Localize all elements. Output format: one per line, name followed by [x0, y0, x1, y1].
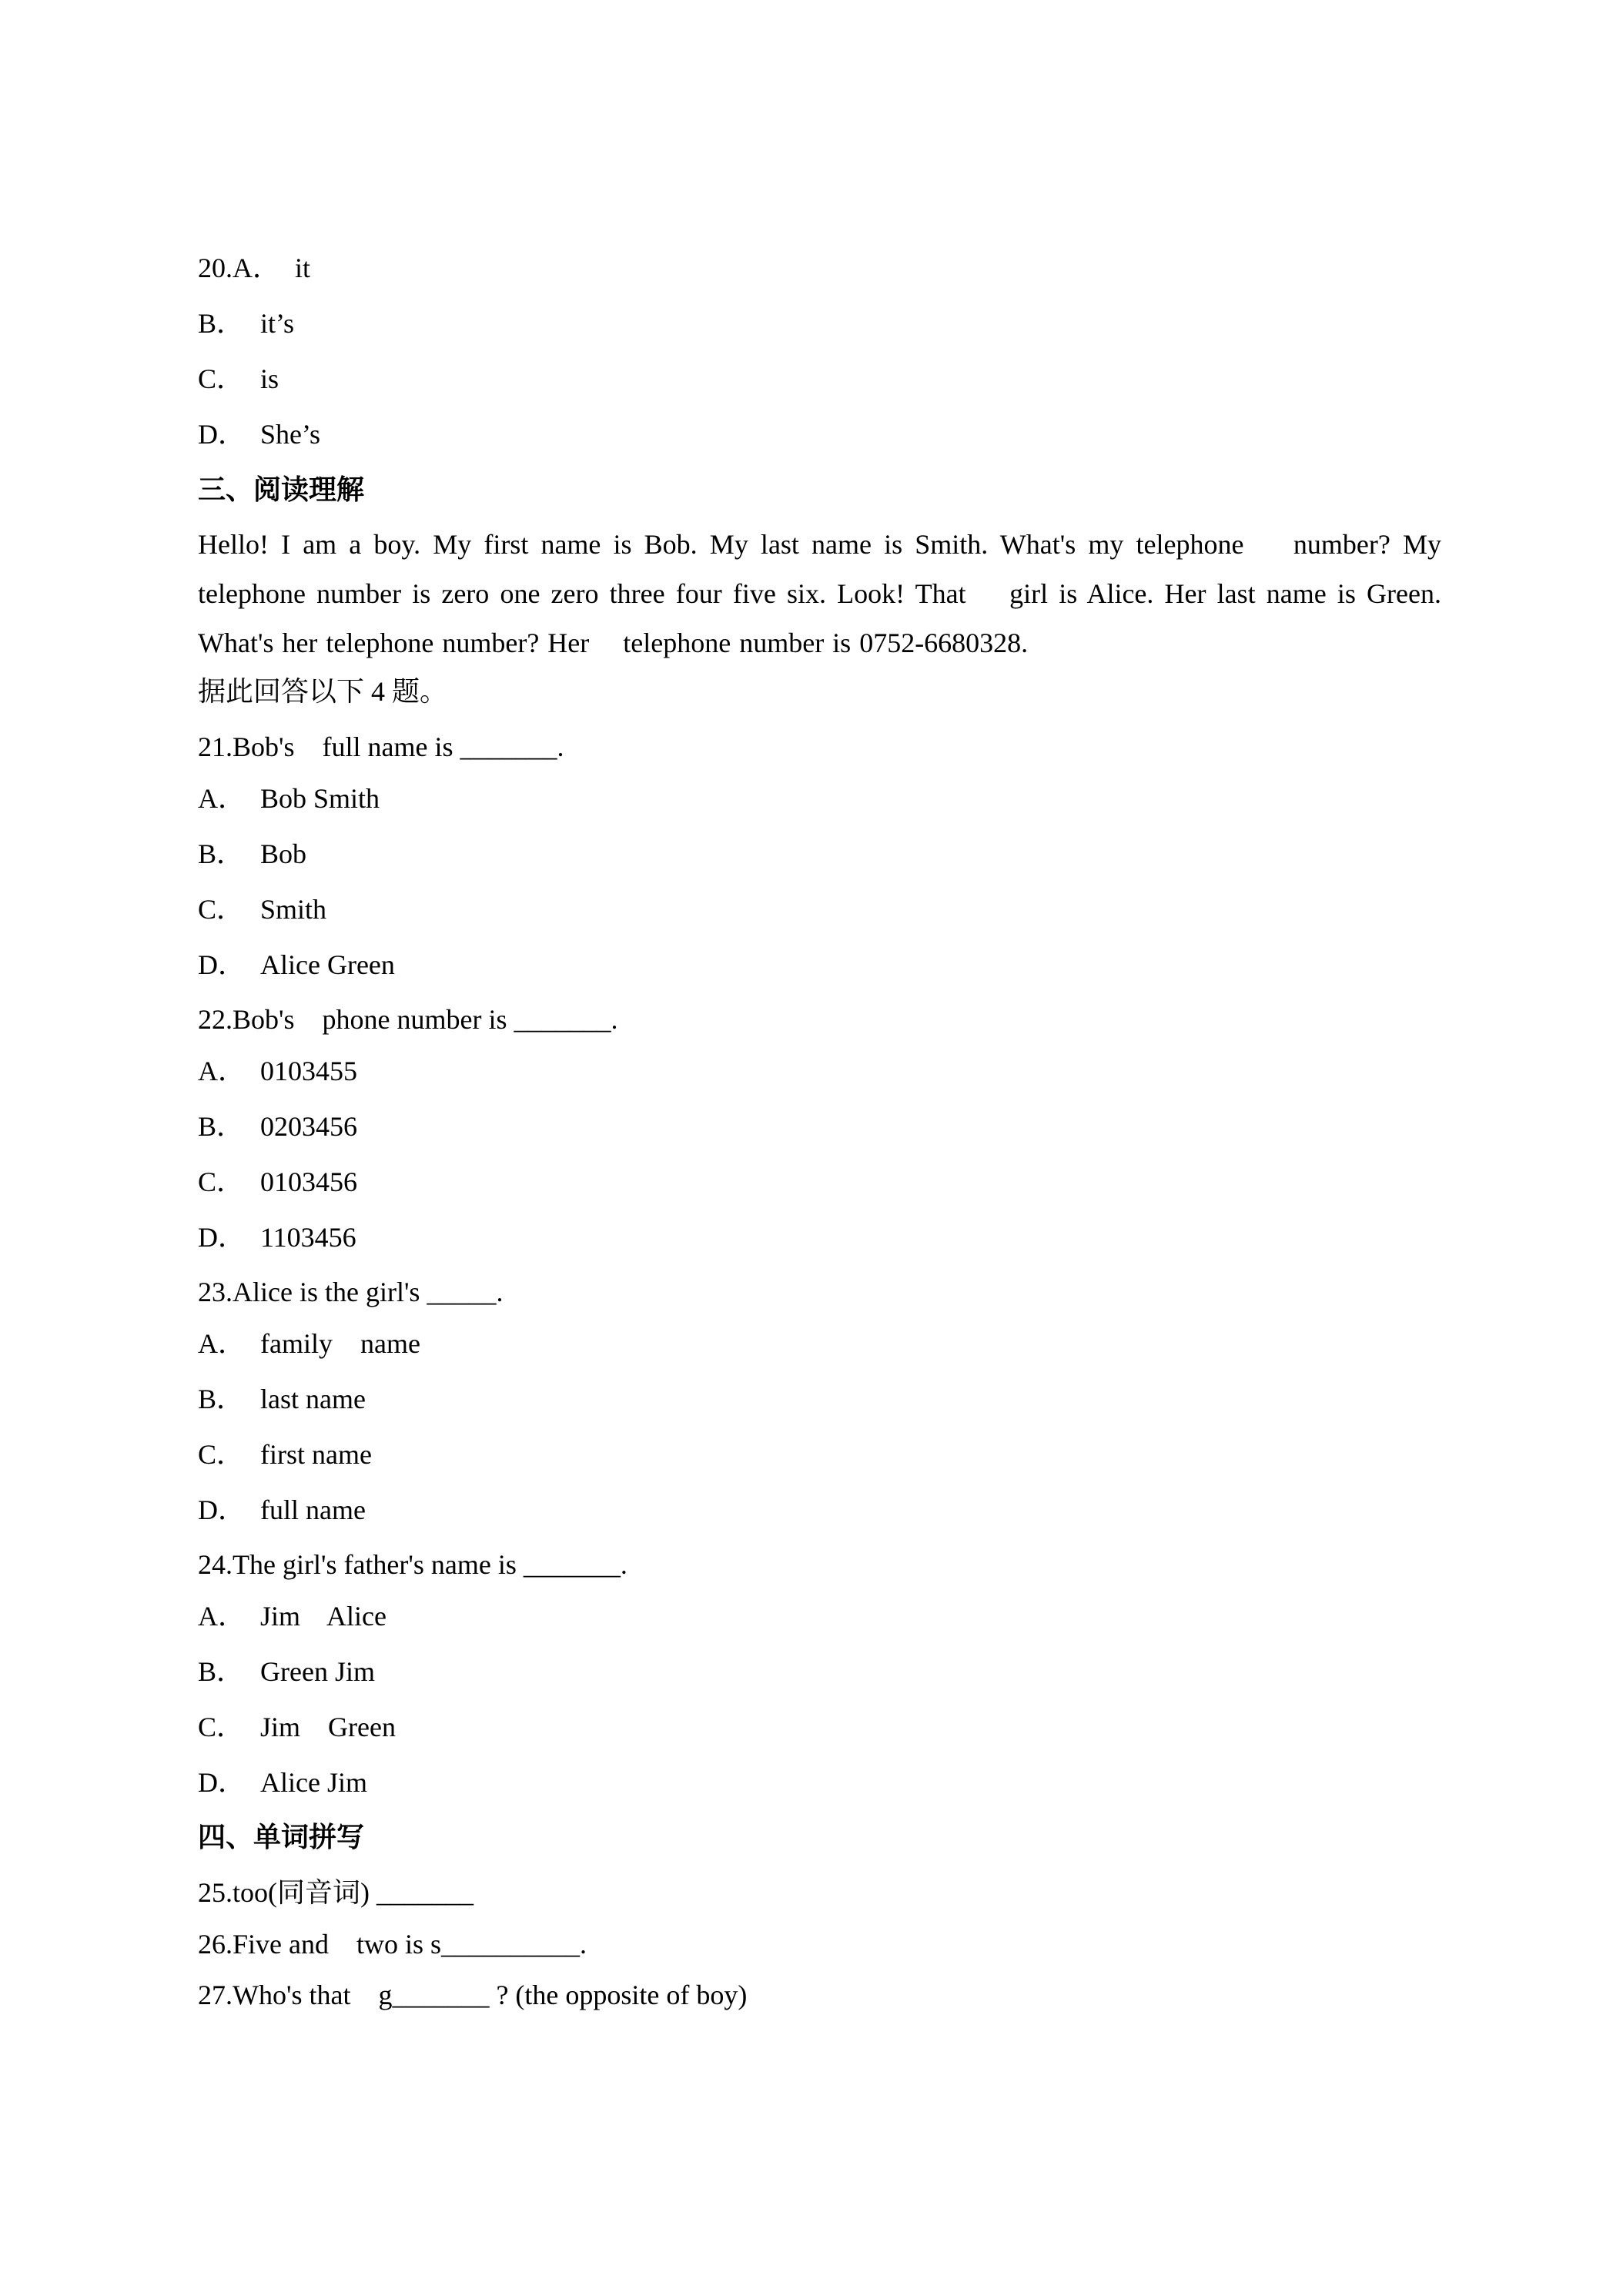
question-option: [198, 892, 326, 926]
option-letter: D．: [198, 1222, 246, 1253]
question-option: [198, 1438, 372, 1471]
spelling-item: 26.Five and two is s__________.: [198, 1929, 587, 1960]
passage-line: What's her telephone number? Her telephone number is 0752-6680328.: [198, 628, 1029, 658]
option-text: last name: [260, 1384, 366, 1414]
section-heading-reading: 三、阅读理解: [198, 474, 365, 505]
question-stem: 24.The girl's father's name is _______.: [198, 1549, 627, 1580]
question-option: [198, 1165, 357, 1199]
question-stem: 23.Alice is the girl's _____.: [198, 1277, 504, 1307]
option-text: it: [295, 253, 311, 283]
q20-option-a: [198, 251, 310, 285]
option-text: first name: [260, 1439, 372, 1470]
spelling-item: 27.Who's that g_______ ? (the opposite of boy): [198, 1980, 748, 2010]
section-heading-spelling: 四、单词拼写: [198, 1822, 365, 1853]
spelling-item: 25.too(同音词) _______: [198, 1877, 474, 1908]
question-option: [198, 1382, 366, 1416]
question-option: [198, 782, 380, 815]
option-letter: C．: [198, 894, 245, 925]
question-option: [198, 1110, 357, 1143]
option-text: 0103455: [260, 1056, 357, 1086]
question-option: [198, 1327, 420, 1361]
option-letter: B．: [198, 1111, 245, 1142]
option-letter: A．: [233, 253, 280, 283]
question-option: [198, 1710, 396, 1744]
option-text: 0103456: [260, 1166, 357, 1197]
question-option: [198, 1054, 357, 1088]
option-letter: B．: [198, 838, 245, 869]
option-text: Alice Green: [260, 949, 395, 980]
reading-instruction: 据此回答以下 4 题。: [198, 676, 448, 707]
question-option: [198, 1766, 367, 1799]
option-letter: A．: [198, 1056, 246, 1086]
option-letter: A．: [198, 783, 246, 814]
question-option: [198, 948, 395, 982]
option-text: She’s: [260, 419, 321, 450]
option-letter: C．: [198, 1712, 245, 1742]
question-option: [198, 1220, 356, 1254]
option-text: is: [260, 363, 279, 394]
option-letter: C．: [198, 1166, 245, 1197]
option-letter: B．: [198, 1656, 245, 1687]
option-text: Jim Green: [260, 1712, 396, 1742]
option-letter: A．: [198, 1601, 246, 1632]
option-text: Jim Alice: [260, 1601, 387, 1632]
option-text: 1103456: [260, 1222, 356, 1253]
question-stem: 21.Bob's full name is _______.: [198, 731, 564, 762]
question-stem: 22.Bob's phone number is _______.: [198, 1004, 618, 1035]
q20-option-b: [198, 306, 294, 340]
option-letter: D．: [198, 419, 246, 450]
question-option: [198, 1655, 375, 1689]
option-letter: D．: [198, 949, 246, 980]
reading-passage: [198, 520, 1441, 668]
option-text: full name: [260, 1494, 366, 1525]
option-text: Green Jim: [260, 1656, 375, 1687]
option-letter: D．: [198, 1767, 246, 1798]
option-letter: B．: [198, 1384, 245, 1414]
option-text: Bob: [260, 838, 307, 869]
option-letter: C．: [198, 363, 245, 394]
option-text: it’s: [260, 308, 295, 339]
question-option: [198, 1599, 387, 1633]
passage-line: Hello! I am a boy. My first name is Bob. My last name is Smith. What's my telephone number? My: [198, 529, 1441, 560]
question-option: [198, 1493, 366, 1527]
q20-option-d: [198, 417, 320, 451]
option-text: Smith: [260, 894, 327, 925]
q20-option-c: [198, 362, 279, 396]
option-text: Bob Smith: [260, 783, 380, 814]
option-text: 0203456: [260, 1111, 357, 1142]
passage-line: telephone number is zero one zero three four five six. Look! That girl is Alice. Her last name is Green.: [198, 578, 1441, 609]
option-letter: A．: [198, 1328, 246, 1359]
question-option: [198, 837, 306, 871]
option-text: Alice Jim: [260, 1767, 367, 1798]
option-text: family name: [260, 1328, 420, 1359]
option-letter: C．: [198, 1439, 245, 1470]
q20-number: 20.: [198, 253, 233, 283]
option-letter: B．: [198, 308, 245, 339]
option-letter: D．: [198, 1494, 246, 1525]
